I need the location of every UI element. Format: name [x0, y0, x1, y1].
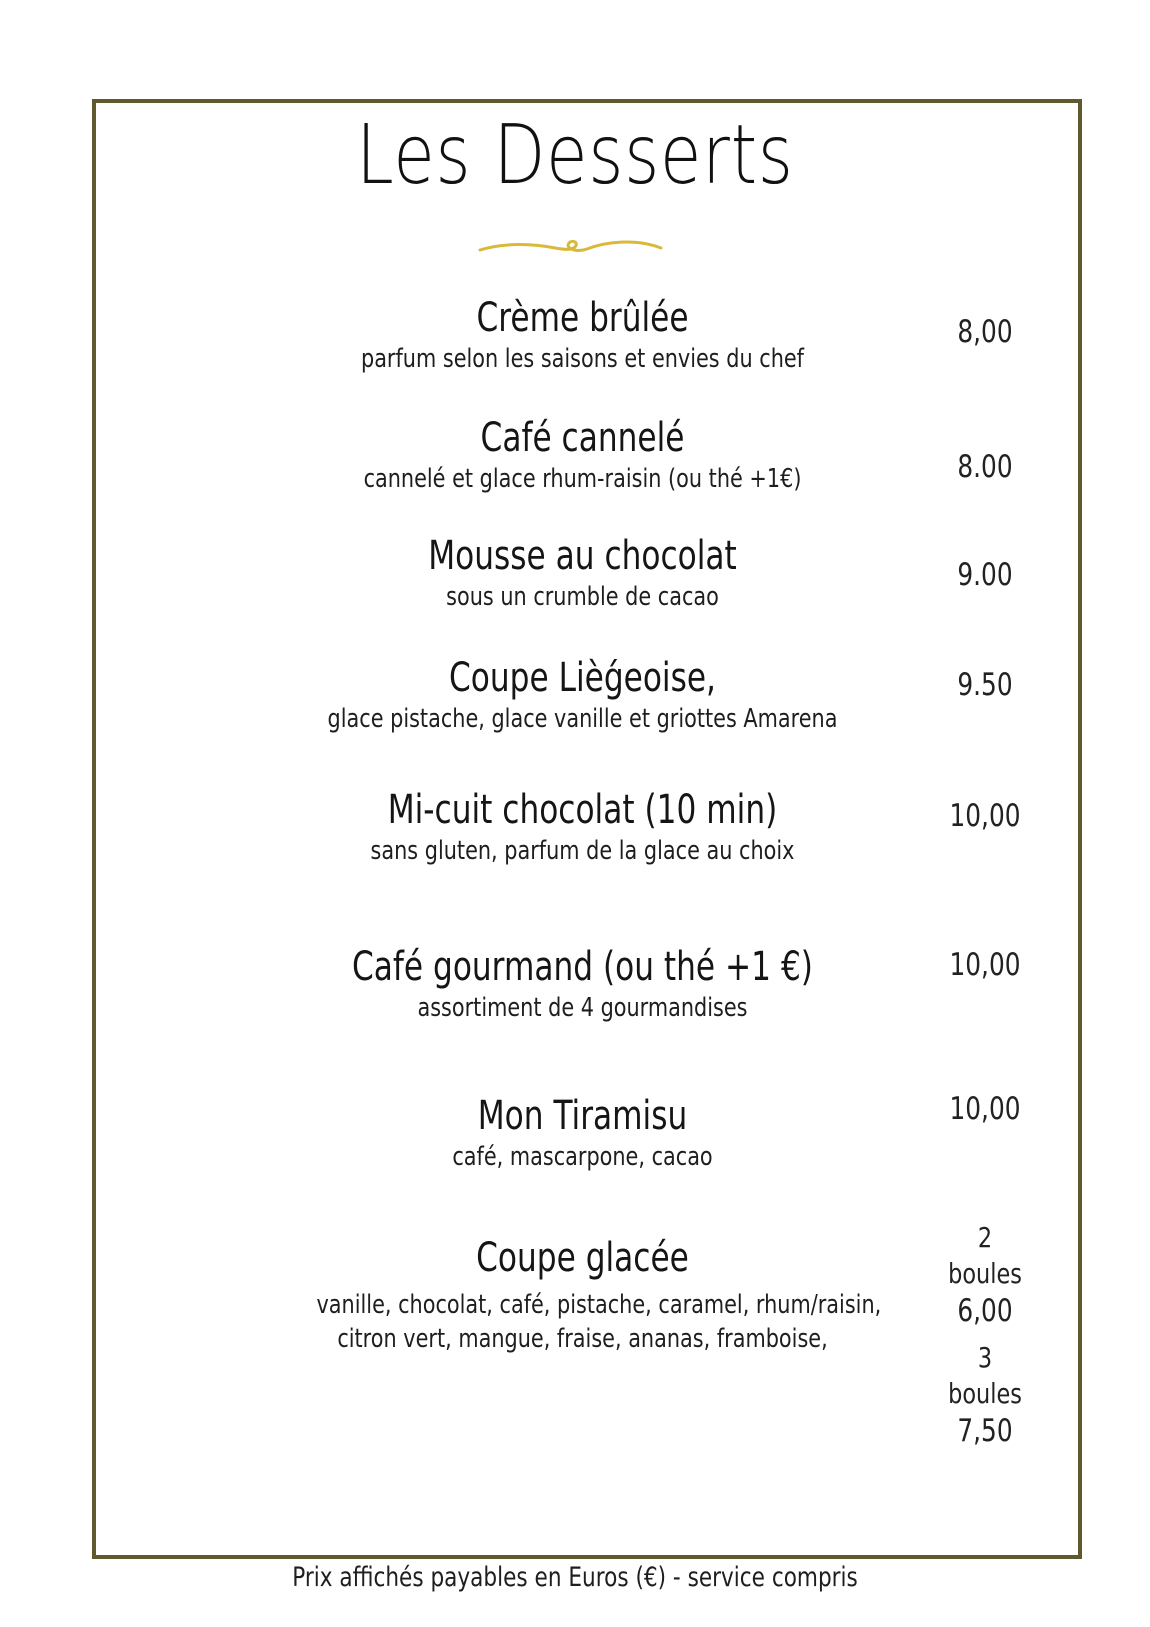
- price-option-2-boules: [941, 1220, 1029, 1330]
- item-description: cannelé et glace rhum-raisin (ou thé +1€): [363, 464, 802, 494]
- item-description: sans gluten, parfum de la glace au choix: [370, 836, 795, 866]
- item-price: 6,00: [957, 1293, 1013, 1329]
- menu-title: Les Desserts: [356, 108, 794, 203]
- item-price: 9.50: [957, 667, 1013, 703]
- item-price: 7,50: [957, 1413, 1013, 1449]
- item-price: 9.00: [957, 557, 1013, 593]
- price-option-label: 3 boules: [948, 1341, 1022, 1410]
- item-description-line: citron vert, mangue, fraise, ananas, framboise,: [337, 1324, 828, 1354]
- item-name: Café gourmand (ou thé +1 €): [352, 944, 813, 990]
- menu-item-creme-brulee: [250, 294, 915, 376]
- menu-item-coupe-glacee: [250, 1234, 915, 1356]
- item-description: sous un crumble de cacao: [446, 582, 719, 612]
- flourish-ornament-icon: [475, 232, 665, 262]
- item-name: Coupe glacée: [476, 1235, 689, 1281]
- item-name: Mousse au chocolat: [428, 533, 737, 579]
- menu-item-tiramisu: [250, 1092, 915, 1174]
- menu-item-coupe-liegeoise: [250, 654, 915, 736]
- item-description-line: vanille, chocolat, café, pistache, caramel, rhum/raisin,: [316, 1290, 882, 1320]
- menu-item-cafe-cannele: [250, 414, 915, 496]
- item-name: Mi-cuit chocolat (10 min): [387, 787, 778, 833]
- item-price: 8.00: [957, 449, 1013, 485]
- item-price: 10,00: [949, 947, 1021, 983]
- footer-note: Prix affichés payables en Euros (€) - service compris: [292, 1562, 858, 1593]
- item-name: Mon Tiramisu: [477, 1093, 688, 1139]
- item-price: 8,00: [957, 314, 1013, 350]
- item-price: 10,00: [949, 798, 1021, 834]
- menu-item-mi-cuit-chocolat: [250, 786, 915, 868]
- item-description: assortiment de 4 gourmandises: [417, 993, 748, 1023]
- price-option-3-boules: [941, 1340, 1029, 1450]
- item-description: parfum selon les saisons et envies du chef: [360, 344, 804, 374]
- item-name: Coupe Lièǵeoise,: [449, 655, 716, 701]
- item-description: café, mascarpone, cacao: [452, 1142, 713, 1172]
- menu-item-mousse-chocolat: [250, 532, 915, 614]
- item-name: Café cannelé: [480, 415, 685, 461]
- price-option-label: 2 boules: [948, 1221, 1022, 1290]
- item-price: 10,00: [949, 1091, 1021, 1127]
- item-description: glace pistache, glace vanille et griottes Amarena: [327, 704, 838, 734]
- menu-item-cafe-gourmand: [250, 943, 915, 1025]
- item-name: Crème brûlée: [476, 295, 689, 341]
